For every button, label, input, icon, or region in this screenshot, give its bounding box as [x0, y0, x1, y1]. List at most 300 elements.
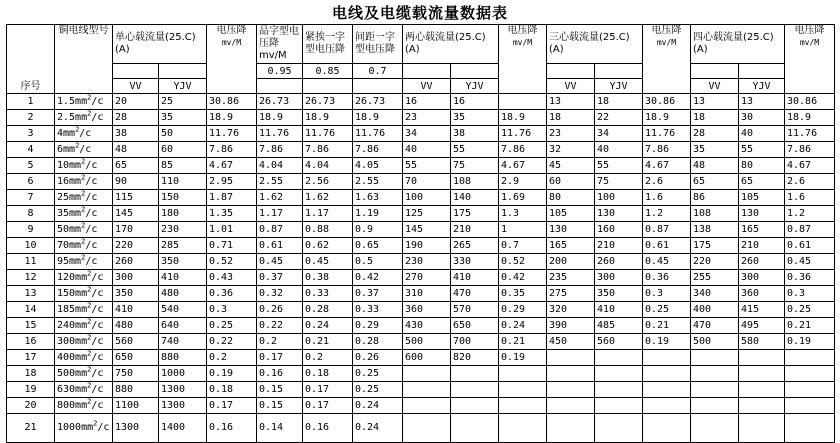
cell-vdrop-3 [643, 350, 691, 366]
table-row [7, 158, 835, 174]
cell-vdrop-4: 7.86 [785, 142, 835, 158]
cell-single-yjv: 640 [159, 318, 207, 334]
header-vdrop-4-unit: mv/M [799, 38, 820, 47]
cell-three-vv: 80 [547, 190, 595, 206]
cell-spaced-line: 0.24 [353, 398, 403, 414]
cell-two-yjv: 16 [451, 94, 499, 110]
cell-single-vv: 115 [113, 190, 159, 206]
cell-single-yjv: 150 [159, 190, 207, 206]
cell-vdrop-2: 1.3 [499, 206, 547, 222]
header-vdrop-3-unit: mv/M [656, 38, 677, 47]
cell-spaced-line: 26.73 [353, 94, 403, 110]
cell-vdrop-4: 0.25 [785, 302, 835, 318]
table-row [7, 94, 835, 110]
squared-superscript: 2 [87, 333, 92, 342]
model-unit: /c [79, 144, 92, 155]
table-row [7, 206, 835, 222]
cell-vdrop-3: 30.86 [643, 94, 691, 110]
cell-vdrop-2 [499, 398, 547, 414]
cell-vdrop-1: 18.9 [207, 110, 257, 126]
cell-blank [303, 79, 353, 94]
cell-pin-shape: 11.76 [257, 126, 303, 142]
cell-blank [595, 64, 643, 79]
cell-two-yjv: 55 [451, 142, 499, 158]
cell-four-yjv: 130 [739, 206, 785, 222]
cell-vdrop-4: 11.76 [785, 126, 835, 142]
subhead-yjv-3: YJV [595, 79, 643, 94]
cell-two-yjv: 140 [451, 190, 499, 206]
cell-vdrop-1: 0.2 [207, 350, 257, 366]
cell-seq: 4 [7, 142, 55, 158]
header-pin-shape: 品字型电压降mv/M [257, 25, 303, 64]
cell-vdrop-4: 0.36 [785, 270, 835, 286]
cell-seq: 11 [7, 254, 55, 270]
cell-single-yjv: 410 [159, 270, 207, 286]
cell-vdrop-2 [499, 94, 547, 110]
cell-spaced-line: 2.55 [353, 174, 403, 190]
cell-two-yjv: 470 [451, 286, 499, 302]
cell-vdrop-3: 4.67 [643, 158, 691, 174]
squared-superscript: 2 [81, 157, 86, 166]
header-vdrop-1-label: 电压降 [216, 25, 247, 36]
cell-model [55, 158, 113, 174]
squared-superscript: 2 [87, 381, 92, 390]
cell-four-yjv: 105 [739, 190, 785, 206]
header-vdrop-3 [643, 25, 691, 94]
cell-two-vv [403, 382, 451, 398]
cell-two-yjv: 330 [451, 254, 499, 270]
cell-model [55, 286, 113, 302]
cell-four-yjv [739, 398, 785, 414]
cell-blank [159, 64, 207, 79]
cell-single-yjv: 740 [159, 334, 207, 350]
cell-vdrop-1: 0.19 [207, 366, 257, 382]
cell-three-vv: 275 [547, 286, 595, 302]
cell-four-yjv [739, 350, 785, 366]
cell-four-yjv [739, 382, 785, 398]
cell-seq: 1 [7, 94, 55, 110]
cell-model [55, 110, 113, 126]
cell-vdrop-3: 0.3 [643, 286, 691, 302]
cell-single-yjv: 1400 [159, 414, 207, 443]
cell-spaced-line: 0.37 [353, 286, 403, 302]
factor-tight: 0.85 [303, 64, 353, 79]
model-unit: /c [97, 422, 110, 433]
cell-two-vv: 230 [403, 254, 451, 270]
cell-vdrop-1: 30.86 [207, 94, 257, 110]
cell-four-yjv: 65 [739, 174, 785, 190]
cell-two-vv [403, 398, 451, 414]
cell-four-vv: 220 [691, 254, 739, 270]
cell-single-vv: 260 [113, 254, 159, 270]
cell-three-yjv: 160 [595, 222, 643, 238]
cell-spaced-line: 11.76 [353, 126, 403, 142]
cell-tight-line: 0.45 [303, 254, 353, 270]
cell-tight-line: 1.62 [303, 190, 353, 206]
cell-vdrop-4 [785, 398, 835, 414]
cell-vdrop-3: 1.6 [643, 190, 691, 206]
cell-three-yjv: 22 [595, 110, 643, 126]
cell-model [55, 174, 113, 190]
cell-model [55, 142, 113, 158]
cell-single-vv: 145 [113, 206, 159, 222]
cell-four-vv [691, 366, 739, 382]
cell-four-yjv: 165 [739, 222, 785, 238]
cell-spaced-line: 7.86 [353, 142, 403, 158]
cell-four-yjv: 80 [739, 158, 785, 174]
cell-three-yjv: 210 [595, 238, 643, 254]
cell-three-vv: 13 [547, 94, 595, 110]
table-row [7, 126, 835, 142]
cell-three-yjv: 260 [595, 254, 643, 270]
squared-superscript: 2 [87, 285, 92, 294]
cell-single-yjv: 1000 [159, 366, 207, 382]
table-row [7, 190, 835, 206]
header-three-core: 三心载流量(25.C)(A) [547, 25, 643, 64]
cell-three-yjv: 75 [595, 174, 643, 190]
cell-three-yjv: 560 [595, 334, 643, 350]
cell-four-yjv [739, 366, 785, 382]
cell-three-vv: 23 [547, 126, 595, 142]
cell-two-yjv: 570 [451, 302, 499, 318]
cell-four-vv: 500 [691, 334, 739, 350]
cell-vdrop-3: 7.86 [643, 142, 691, 158]
table-row [7, 382, 835, 398]
cell-seq: 5 [7, 158, 55, 174]
cell-three-yjv [595, 398, 643, 414]
model-size: 1000mm [57, 422, 94, 433]
cell-single-yjv: 35 [159, 110, 207, 126]
cell-vdrop-1: 0.36 [207, 286, 257, 302]
table-row [7, 174, 835, 190]
cell-three-vv: 60 [547, 174, 595, 190]
cell-tight-line: 0.17 [303, 382, 353, 398]
cell-single-yjv: 60 [159, 142, 207, 158]
cell-seq: 15 [7, 318, 55, 334]
cell-vdrop-4: 1.6 [785, 190, 835, 206]
cell-two-vv: 23 [403, 110, 451, 126]
cell-spaced-line: 0.24 [353, 414, 403, 443]
cell-three-yjv: 40 [595, 142, 643, 158]
cell-seq: 17 [7, 350, 55, 366]
cell-model [55, 254, 113, 270]
model-unit: /c [85, 240, 98, 251]
cell-three-vv [547, 350, 595, 366]
model-unit: /c [91, 400, 104, 411]
cell-vdrop-2: 0.29 [499, 302, 547, 318]
table-row [7, 238, 835, 254]
cell-pin-shape: 4.04 [257, 158, 303, 174]
cell-model [55, 126, 113, 142]
header-model: 铜电线型号 [55, 25, 113, 94]
squared-superscript: 2 [75, 125, 80, 134]
header-spaced-line: 间距一字型电压降 [353, 25, 403, 64]
cell-pin-shape: 0.17 [257, 350, 303, 366]
model-size: 120mm [57, 272, 88, 283]
cell-vdrop-2: 0.42 [499, 270, 547, 286]
cell-pin-shape: 0.61 [257, 238, 303, 254]
cell-single-vv: 650 [113, 350, 159, 366]
cell-tight-line: 0.38 [303, 270, 353, 286]
cell-two-yjv: 175 [451, 206, 499, 222]
cell-tight-line: 0.62 [303, 238, 353, 254]
cell-two-vv: 270 [403, 270, 451, 286]
cell-vdrop-4: 4.67 [785, 158, 835, 174]
cell-vdrop-2: 18.9 [499, 110, 547, 126]
squared-superscript: 2 [87, 317, 92, 326]
header-vdrop-2 [499, 25, 547, 94]
cell-four-vv: 18 [691, 110, 739, 126]
cell-three-vv: 45 [547, 158, 595, 174]
table-row [7, 414, 835, 443]
cell-blank [403, 64, 451, 79]
model-unit: /c [91, 320, 104, 331]
cell-single-yjv: 880 [159, 350, 207, 366]
cell-three-yjv: 410 [595, 302, 643, 318]
model-size: 240mm [57, 320, 88, 331]
cell-three-vv [547, 382, 595, 398]
cell-vdrop-4: 0.45 [785, 254, 835, 270]
cell-vdrop-1: 0.3 [207, 302, 257, 318]
cell-two-vv: 500 [403, 334, 451, 350]
cell-single-vv: 90 [113, 174, 159, 190]
cell-pin-shape: 7.86 [257, 142, 303, 158]
cell-pin-shape: 0.2 [257, 334, 303, 350]
cell-four-vv: 470 [691, 318, 739, 334]
cell-four-yjv: 55 [739, 142, 785, 158]
cell-two-yjv: 38 [451, 126, 499, 142]
cell-model [55, 222, 113, 238]
squared-superscript: 2 [87, 301, 92, 310]
cell-seq: 14 [7, 302, 55, 318]
cell-three-yjv: 55 [595, 158, 643, 174]
cell-spaced-line: 1.63 [353, 190, 403, 206]
cell-seq: 16 [7, 334, 55, 350]
cell-vdrop-3 [643, 366, 691, 382]
model-size: 630mm [57, 384, 88, 395]
cell-vdrop-3 [643, 382, 691, 398]
cell-tight-line: 4.04 [303, 158, 353, 174]
cell-vdrop-3: 18.9 [643, 110, 691, 126]
model-size: 10mm [57, 160, 82, 171]
cell-spaced-line: 0.26 [353, 350, 403, 366]
cell-tight-line: 26.73 [303, 94, 353, 110]
model-unit: /c [85, 160, 98, 171]
cell-pin-shape: 0.15 [257, 398, 303, 414]
cell-four-yjv: 210 [739, 238, 785, 254]
squared-superscript: 2 [87, 349, 92, 358]
table-title: 电线及电缆载流量数据表 [331, 4, 508, 22]
cell-three-yjv [595, 414, 643, 443]
cell-tight-line: 2.56 [303, 174, 353, 190]
cell-model [55, 334, 113, 350]
model-unit: /c [91, 304, 104, 315]
cell-tight-line: 0.24 [303, 318, 353, 334]
cell-two-vv [403, 414, 451, 443]
cell-tight-line: 7.86 [303, 142, 353, 158]
cell-pin-shape: 26.73 [257, 94, 303, 110]
header-vdrop-4-label: 电压降 [794, 25, 825, 36]
cell-vdrop-2: 0.7 [499, 238, 547, 254]
cell-four-vv: 175 [691, 238, 739, 254]
cell-two-yjv: 108 [451, 174, 499, 190]
table-row [7, 270, 835, 286]
cell-single-vv: 300 [113, 270, 159, 286]
cell-spaced-line: 4.05 [353, 158, 403, 174]
cell-pin-shape: 0.37 [257, 270, 303, 286]
cell-two-vv: 190 [403, 238, 451, 254]
cell-single-yjv: 25 [159, 94, 207, 110]
cell-two-vv: 600 [403, 350, 451, 366]
cell-vdrop-3: 0.36 [643, 270, 691, 286]
model-size: 2.5mm [57, 112, 88, 123]
cell-three-yjv: 485 [595, 318, 643, 334]
cell-seq: 12 [7, 270, 55, 286]
cell-two-yjv: 410 [451, 270, 499, 286]
cell-vdrop-1: 1.01 [207, 222, 257, 238]
cell-two-yjv: 700 [451, 334, 499, 350]
squared-superscript: 2 [81, 189, 86, 198]
cell-vdrop-1: 0.43 [207, 270, 257, 286]
cell-spaced-line: 0.29 [353, 318, 403, 334]
header-two-core: 两心载流量(25.C)(A) [403, 25, 499, 64]
cell-vdrop-2: 2.9 [499, 174, 547, 190]
cell-blank [353, 79, 403, 94]
cell-seq: 19 [7, 382, 55, 398]
cell-four-vv: 28 [691, 126, 739, 142]
factor-row [7, 64, 835, 79]
squared-superscript: 2 [87, 93, 92, 102]
cell-three-yjv [595, 350, 643, 366]
cell-single-vv: 480 [113, 318, 159, 334]
cell-vdrop-3: 11.76 [643, 126, 691, 142]
cell-single-vv: 560 [113, 334, 159, 350]
cell-four-vv: 35 [691, 142, 739, 158]
model-unit: /c [85, 256, 98, 267]
squared-superscript: 2 [81, 221, 86, 230]
cell-vdrop-4: 0.61 [785, 238, 835, 254]
cell-four-vv: 13 [691, 94, 739, 110]
cell-vdrop-2: 11.76 [499, 126, 547, 142]
cell-vdrop-1: 1.35 [207, 206, 257, 222]
header-vdrop-1-unit: mv/M [221, 38, 242, 47]
cell-spaced-line: 0.25 [353, 382, 403, 398]
cell-tight-line: 0.21 [303, 334, 353, 350]
cell-single-yjv: 480 [159, 286, 207, 302]
cell-vdrop-1: 4.67 [207, 158, 257, 174]
cell-pin-shape: 2.55 [257, 174, 303, 190]
cell-four-vv [691, 350, 739, 366]
cell-single-vv: 220 [113, 238, 159, 254]
cell-tight-line: 0.33 [303, 286, 353, 302]
cell-vdrop-1: 0.17 [207, 398, 257, 414]
cell-single-yjv: 50 [159, 126, 207, 142]
model-unit: /c [91, 368, 104, 379]
cell-single-yjv: 350 [159, 254, 207, 270]
cell-three-vv: 32 [547, 142, 595, 158]
cell-vdrop-2: 0.19 [499, 350, 547, 366]
cell-tight-line: 0.88 [303, 222, 353, 238]
cell-four-yjv: 13 [739, 94, 785, 110]
cell-single-yjv: 85 [159, 158, 207, 174]
cell-four-yjv [739, 414, 785, 443]
squared-superscript: 2 [75, 141, 80, 150]
cell-three-vv [547, 414, 595, 443]
cell-two-yjv [451, 382, 499, 398]
cell-three-vv: 450 [547, 334, 595, 350]
cell-single-yjv: 285 [159, 238, 207, 254]
header-vdrop-1 [207, 25, 257, 94]
cell-single-vv: 28 [113, 110, 159, 126]
cell-vdrop-4 [785, 366, 835, 382]
cell-vdrop-1: 0.52 [207, 254, 257, 270]
subhead-vv-1: VV [113, 79, 159, 94]
model-unit: /c [85, 224, 98, 235]
cell-vdrop-1: 0.71 [207, 238, 257, 254]
cell-vdrop-2: 1 [499, 222, 547, 238]
cell-model [55, 350, 113, 366]
model-unit: /c [85, 208, 98, 219]
cell-single-yjv: 110 [159, 174, 207, 190]
cell-three-vv: 18 [547, 110, 595, 126]
model-unit: /c [91, 288, 104, 299]
cell-three-vv: 200 [547, 254, 595, 270]
squared-superscript: 2 [93, 419, 98, 428]
cell-three-vv [547, 398, 595, 414]
cell-tight-line: 0.17 [303, 398, 353, 414]
model-size: 16mm [57, 176, 82, 187]
cell-pin-shape: 0.14 [257, 414, 303, 443]
cell-three-yjv: 18 [595, 94, 643, 110]
cell-pin-shape: 0.87 [257, 222, 303, 238]
subhead-yjv-1: YJV [159, 79, 207, 94]
cell-single-vv: 38 [113, 126, 159, 142]
header-vdrop-4 [785, 25, 835, 94]
cell-pin-shape: 1.17 [257, 206, 303, 222]
cell-vdrop-3: 0.61 [643, 238, 691, 254]
cell-model [55, 270, 113, 286]
model-unit: /c [91, 384, 104, 395]
cell-vdrop-4: 1.2 [785, 206, 835, 222]
cell-single-yjv: 1300 [159, 382, 207, 398]
cell-vdrop-3 [643, 414, 691, 443]
cell-four-vv: 255 [691, 270, 739, 286]
cell-two-yjv [451, 414, 499, 443]
cell-seq: 13 [7, 286, 55, 302]
squared-superscript: 2 [81, 173, 86, 182]
cell-vdrop-4: 0.21 [785, 318, 835, 334]
cell-pin-shape: 0.16 [257, 366, 303, 382]
cell-four-vv: 138 [691, 222, 739, 238]
cell-vdrop-3: 2.6 [643, 174, 691, 190]
cell-tight-line: 0.16 [303, 414, 353, 443]
cell-seq: 9 [7, 222, 55, 238]
cell-four-vv: 65 [691, 174, 739, 190]
table-row [7, 318, 835, 334]
cell-model [55, 366, 113, 382]
cell-two-vv: 145 [403, 222, 451, 238]
model-unit: /c [91, 96, 104, 107]
squared-superscript: 2 [87, 397, 92, 406]
cell-spaced-line: 0.33 [353, 302, 403, 318]
model-size: 35mm [57, 208, 82, 219]
cell-model [55, 414, 113, 443]
cell-tight-line: 18.9 [303, 110, 353, 126]
model-size: 6mm [57, 144, 76, 155]
cell-vdrop-4: 0.19 [785, 334, 835, 350]
cell-vdrop-3 [643, 398, 691, 414]
table-row [7, 302, 835, 318]
